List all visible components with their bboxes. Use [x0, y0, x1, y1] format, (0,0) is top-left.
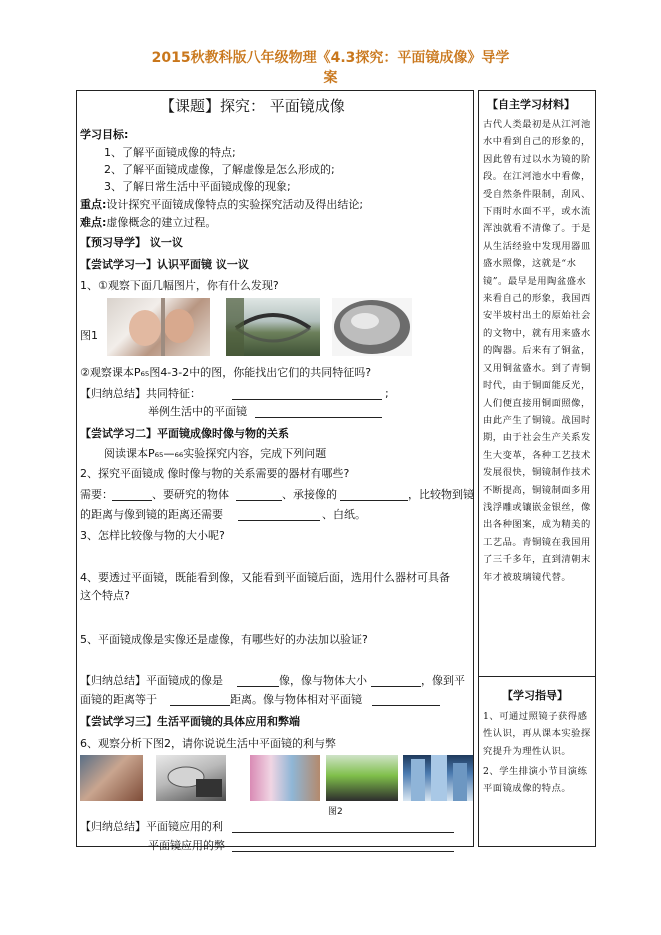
- summary-1-common: 【归纳总结】共同特征：: [80, 387, 201, 400]
- figure-2-label: 图2: [328, 807, 343, 817]
- objective-3: 3、了解日常生活中平面镜成像的现象;: [104, 180, 291, 193]
- figure-2-photo-mirror-maze: [250, 755, 320, 801]
- side-guide-1: 1、可通过照镜子获得感性认识，再从课本实验探究提升为理性认识。: [483, 711, 591, 757]
- blank-need-screen[interactable]: [340, 500, 408, 501]
- difficulty-label: 难点:: [80, 216, 107, 229]
- blank-common-feature[interactable]: [232, 399, 382, 400]
- summary-3-drawbacks: 平面镜应用的弊: [148, 839, 225, 852]
- semicolon-mark: ;: [385, 387, 389, 400]
- difficulty-text: 虚像概念的建立过程。: [106, 216, 217, 229]
- question-1: 1、①观察下面几幅图片，你有什么发现?: [80, 279, 279, 292]
- side-guide-2: 2、学生排演小节目演练平面镜成像的特点。: [483, 766, 588, 795]
- side-heading-materials: 【自主学习材料】: [487, 98, 575, 111]
- bridge-reflection-drawing: [226, 298, 320, 356]
- try1-heading: 【尝试学习一】认识平面镜 议一议: [80, 258, 249, 271]
- blank-need-1[interactable]: [112, 500, 152, 501]
- blank-symmetry[interactable]: [372, 705, 440, 706]
- figure-1-photo-mirror-disc: [332, 298, 412, 356]
- blank-image-size[interactable]: [371, 686, 421, 687]
- blank-mirror-examples[interactable]: [255, 417, 382, 418]
- need-paper: 、白纸。: [322, 508, 366, 521]
- topic-heading: 【课题】探究： 平面镜成像: [160, 97, 345, 115]
- side-material-text: 古代人类最初是从江河池水中看到自己的形象的，因此曾有过以水为镜的阶段。在江河池水中看像，受自然条件限制，刮风、下雨时水面不平，或水流浑浊就看不清像了。于是从生活经验中发现用器皿盛水照像，这就是“水镜”。最早是用陶盆盛水来看自己的形象，我国西安半坡村出土的原始社会的文物中，就有用来盛水的陶器。后来有了铜盆，又用铜盆盛水。到了青铜时代，由于铜面能反光，人们便直接用铜面照像，由此产生了铜镜。战国时期，由于社会生产关系发生大变革，各种工艺技术发展很快，铜镜制作技术不断提高，铜镜制面多用浅浮雕或镶嵌金银丝，像出各种图案，成为精美的工艺品。青铜镜在我国用了三千多年，直到清朝末年才被玻璃镜代替。: [483, 119, 591, 583]
- blank-image-distance[interactable]: [170, 705, 230, 706]
- blank-drawbacks[interactable]: [232, 851, 454, 852]
- blank-image-type[interactable]: [237, 686, 279, 687]
- try2-intro: 阅读课本P₆₅—₆₆实验探究内容，完成下列问题: [104, 447, 327, 460]
- document-title: [0, 48, 661, 88]
- blank-benefits[interactable]: [232, 832, 454, 833]
- figure-2-photo-dentist: [80, 755, 143, 801]
- summary-2-size: 像，像与物体大小: [279, 674, 367, 687]
- figure-2-photo-reflection-scene: [326, 755, 398, 801]
- side-heading-guide: 【学习指导】: [502, 689, 568, 702]
- figure-1-photo-baby-mirror: [107, 298, 210, 356]
- summary-2-distance-start: ，像到平: [421, 674, 465, 687]
- preview-heading: 【预习导学】 议一议: [80, 236, 183, 249]
- baby-mirror-drawing: [107, 298, 210, 356]
- title-line-2: 案: [323, 70, 338, 86]
- question-4-line-1: 4、要透过平面镜，既能看到像，又能看到平面镜后面，选用什么器材可具备: [80, 571, 450, 584]
- need-screen: 、承接像的: [282, 488, 337, 501]
- summary-3-benefits: 【归纳总结】平面镜应用的利: [80, 820, 223, 833]
- objective-1: 1、了解平面镜成像的特点;: [104, 146, 236, 159]
- try3-heading: 【尝试学习三】生活平面镜的具体应用和弊端: [80, 715, 300, 728]
- question-5: 5、平面镜成像是实像还是虚像，有哪些好的办法加以验证?: [80, 633, 368, 646]
- summary-2-image-type: 【归纳总结】平面镜成的像是: [80, 674, 223, 687]
- question-6: 6、观察分析下图2，请你说说生活中平面镜的利与弊: [80, 737, 336, 750]
- blank-need-object[interactable]: [236, 500, 282, 501]
- key-point-text: 设计探究平面镜成像特点的实验探究活动及得出结论;: [106, 198, 364, 211]
- need-distance: 的距离与像到镜的距离还需要: [80, 508, 223, 521]
- key-point: [80, 197, 363, 212]
- figure-2-photo-periscope: [156, 755, 226, 801]
- need-label: 需要：: [80, 488, 113, 501]
- question-3: 3、怎样比较像与物的大小呢?: [80, 529, 225, 542]
- need-compare: ，比较物到镜: [408, 488, 474, 501]
- summary-2-distance: 面镜的距离等于: [80, 693, 157, 706]
- need-object: 、要研究的物体: [152, 488, 229, 501]
- glass-building-drawing: [403, 755, 473, 801]
- summary-1-examples: 举例生活中的平面镜: [148, 405, 247, 418]
- blank-need-distance[interactable]: [238, 520, 320, 521]
- summary-2-symmetry: 距离。像与物体相对平面镜: [230, 693, 362, 706]
- side-column-divider: [478, 676, 596, 677]
- key-point-label: 重点:: [80, 198, 107, 211]
- difficulty: [80, 215, 216, 230]
- question-2: 2、探究平面镜成 像时像与物的关系需要的器材有哪些?: [80, 467, 350, 480]
- figure-1-photo-bridge-reflection: [226, 298, 320, 356]
- question-4-line-2: 这个特点?: [80, 589, 130, 602]
- question-1b: ②观察课本P₆₅图4-3-2中的图，你能找出它们的共同特征吗?: [80, 366, 372, 379]
- objective-2: 2、了解平面镜成虚像，了解虚像是怎么形成的;: [104, 163, 335, 176]
- figure-2-photo-glass-building: [403, 755, 473, 801]
- periscope-drawing: [156, 755, 226, 801]
- try2-heading: 【尝试学习二】平面镜成像时像与物的关系: [80, 427, 289, 440]
- figure-1-label: 图1: [80, 329, 98, 342]
- objectives-label: 学习目标:: [80, 128, 129, 141]
- title-line-1: 2015秋教科版八年级物理《4.3探究：平面镜成像》导学: [151, 50, 510, 66]
- mirror-disc-drawing: [332, 298, 412, 356]
